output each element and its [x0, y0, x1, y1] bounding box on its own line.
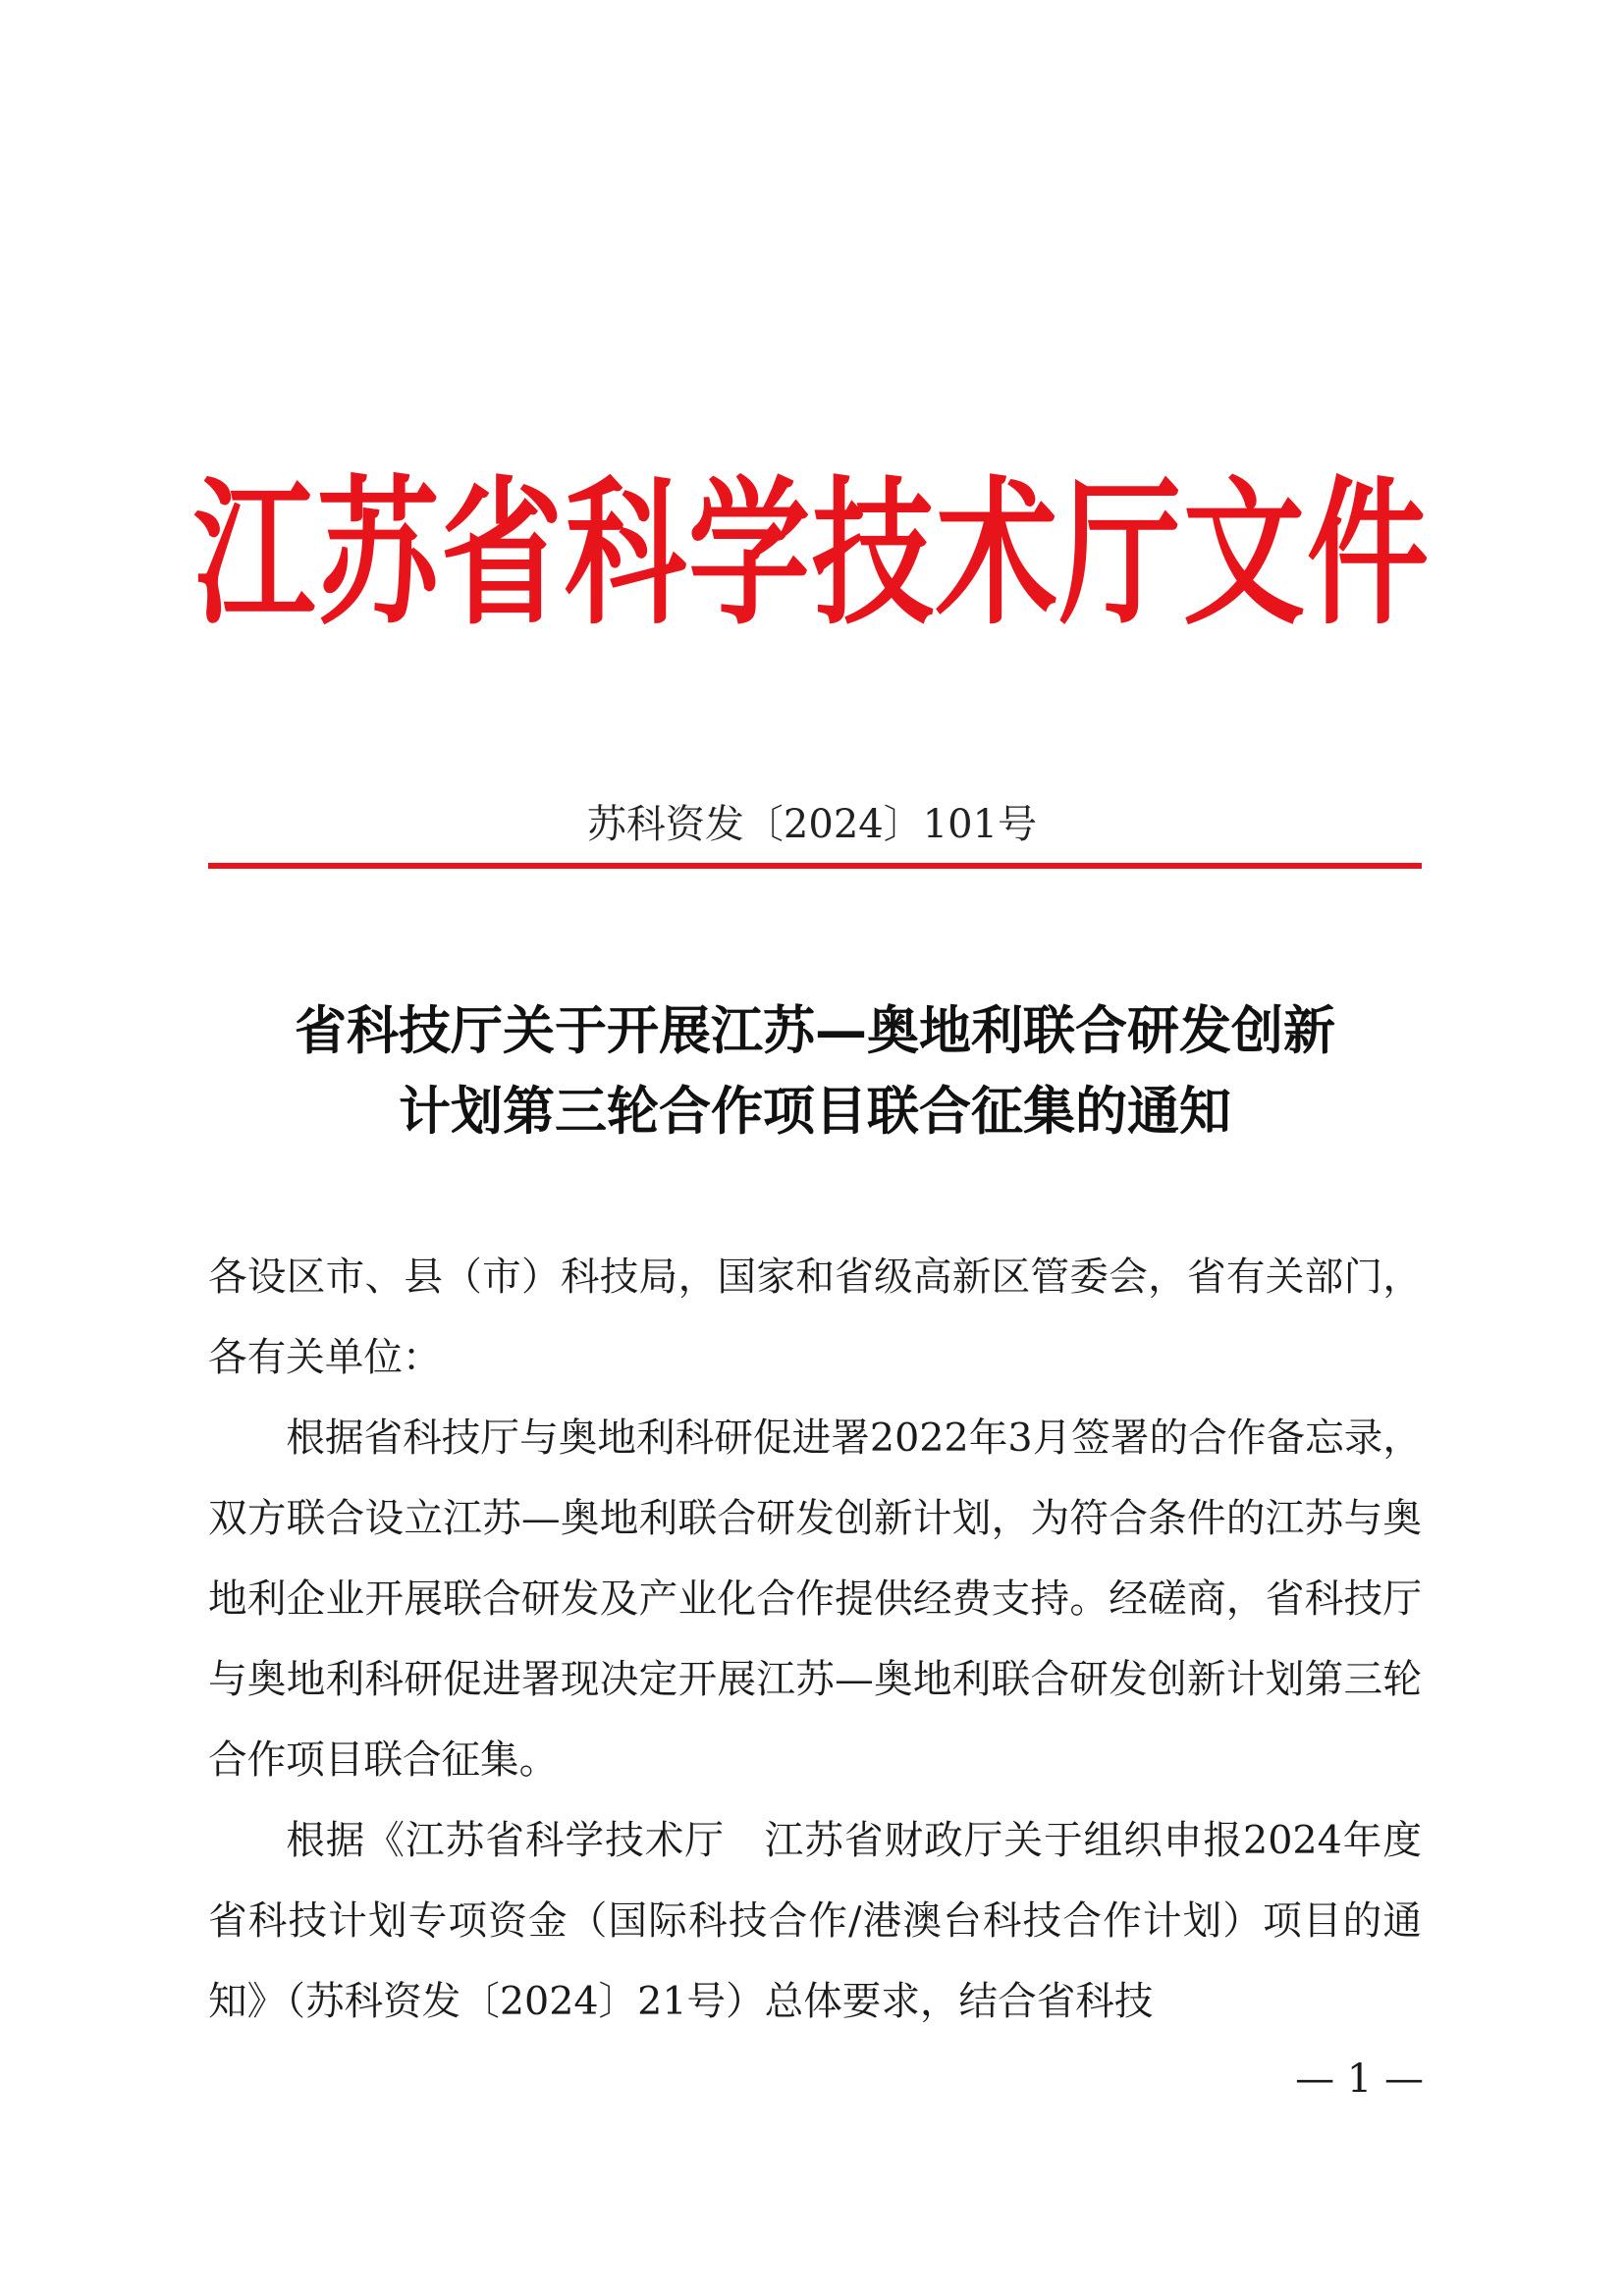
salutation: 各设区市、县（市）科技局，国家和省级高新区管委会，省有关部门，各有关单位：: [208, 1255, 1422, 1380]
document-title: [208, 991, 1422, 1152]
document-body: [208, 1237, 1422, 2042]
document-masthead: 江苏省科学技术厅文件: [192, 462, 1431, 648]
body-paragraph-1: 根据省科技厅与奥地利科研促进署2022年3月签署的合作备忘录，双方联合设立江苏—奥地利联合研发创新计划，为符合条件的江苏与奥地利企业开展联合研发及产业化合作提供经费支持。经磋商，省科技厅与奥地利科研促进署现决定开展江苏—奥地利联合研发创新计划第三轮合作项目联合征集。: [208, 1415, 1422, 1783]
title-line-1: 省科技厅关于开展江苏—奥地利联合研发创新: [295, 1001, 1335, 1061]
page-number: — 1 —: [1295, 2056, 1424, 2102]
document-number: 苏科资发〔2024〕101号: [586, 802, 1038, 847]
title-line-2: 计划第三轮合作项目联合征集的通知: [399, 1082, 1231, 1142]
body-paragraph-2: 根据《江苏省科学技术厅 江苏省财政厅关于组织申报2024年度省科技计划专项资金（国际科技合作/港澳台科技合作计划）项目的通知》（苏科资发〔2024〕21号）总体要求，结合省科技: [208, 1818, 1422, 2024]
red-divider-line: [208, 863, 1422, 869]
